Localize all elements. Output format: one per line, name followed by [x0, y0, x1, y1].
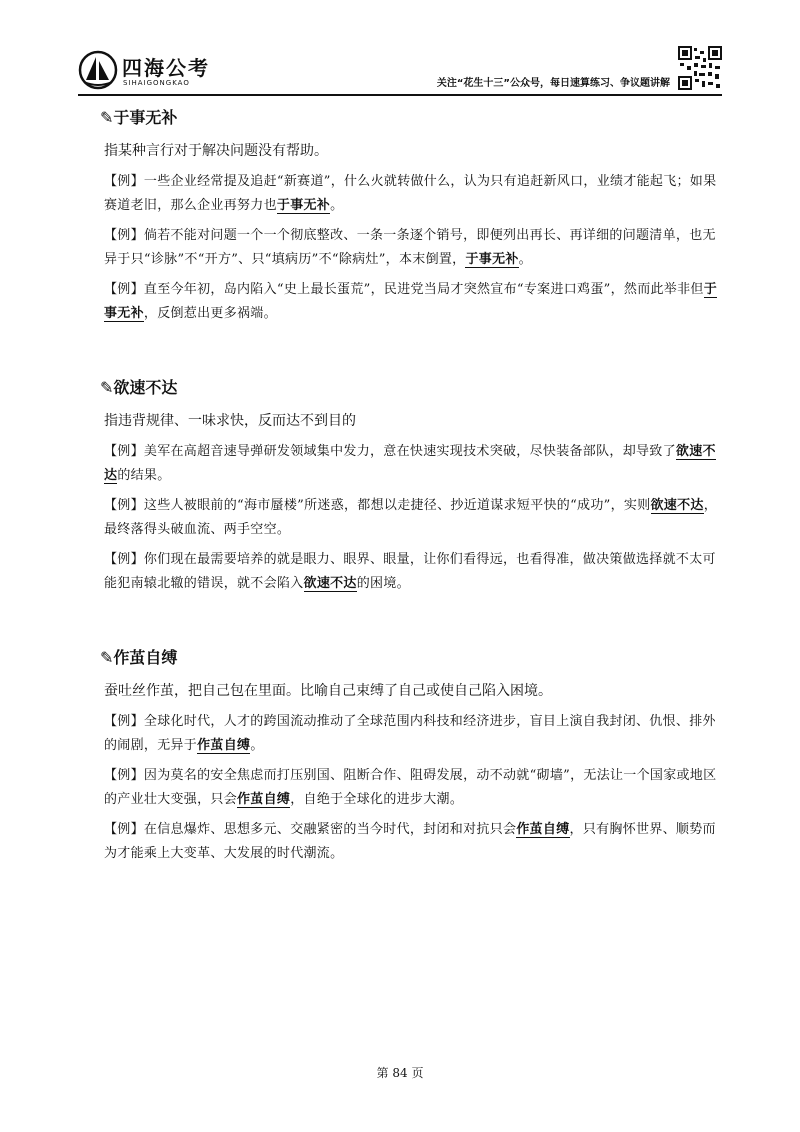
page-header: [78, 44, 722, 96]
example-sentence: 【例】你们现在最需要培养的就是眼力、眼界、眼量，让你们看得远，也看得准，做决策做选择就不太可能犯南辕北辙的错误，就不会陷入欲速不达的困境。: [104, 552, 716, 591]
keyword-highlight: 作茧自缚: [237, 792, 291, 807]
example-sentence: 【例】倘若不能对问题一个一个彻底整改、一条一条逐个销号，即便列出再长、再详细的问题清单，也无异于只“诊脉”不“开方”、只“填病历”不“除病灶”，本末倒置，于事无补。: [104, 228, 716, 267]
header-slogan: 关注“花生十三”公众号，每日速算练习、争议题讲解: [436, 78, 670, 89]
idiom-term: ✎作茧自缚: [100, 648, 178, 667]
example-sentence: 【例】因为莫名的安全焦虑而打压别国、阻断合作、阻碍发展，动不动就“砌墙”，无法让一个国家或地区的产业壮大变强，只会作茧自缚，自绝于全球化的进步大潮。: [104, 768, 717, 807]
pencil-icon: ✎: [100, 648, 114, 667]
idiom-entry: [100, 375, 724, 596]
example-sentence: 【例】在信息爆炸、思想多元、交融紧密的当今时代，封闭和对抗只会作茧自缚，只有胸怀世界、顺势而为才能乘上大变革、大发展的时代潮流。: [104, 822, 716, 861]
brand-logo: [78, 50, 278, 94]
keyword-highlight: 于事无补: [465, 252, 519, 267]
logo-subtext: SIHAIGONGKAO: [123, 79, 190, 87]
example-sentence: 【例】直至今年初，岛内陷入“史上最长蛋荒”，民进党当局才突然宣布“专案进口鸡蛋”，然而此举非但于事无补，反倒惹出更多祸端。: [104, 282, 718, 321]
sailboat-logo-icon: [78, 50, 118, 90]
example-sentence: 【例】这些人被眼前的“海市蜃楼”所迷惑，都想以走捷径、抄近道谋求短平快的“成功”，实则欲速不达，最终落得头破血流、两手空空。: [104, 498, 718, 537]
idiom-definition: 指某种言行对于解决问题没有帮助。: [104, 143, 328, 159]
keyword-highlight: 作茧自缚: [197, 738, 251, 753]
keyword-highlight: 欲速不达: [303, 576, 357, 591]
example-sentence: 【例】一些企业经常提及追赶“新赛道”，什么火就转做什么，认为只有追赶新风口，业绩才能起飞；如果赛道老旧，那么企业再努力也于事无补。: [104, 174, 717, 213]
idiom-term: ✎欲速不达: [100, 378, 178, 397]
idiom-list: [100, 105, 724, 872]
example-sentence: 【例】全球化时代，人才的跨国流动推动了全球范围内科技和经济进步，盲目上演自我封闭、仇恨、排外的闹剧，无异于作茧自缚。: [104, 714, 716, 753]
logo-text: 四海公考: [122, 56, 210, 80]
keyword-highlight: 欲速不达: [650, 498, 704, 513]
idiom-entry: [100, 105, 724, 326]
pencil-icon: ✎: [100, 378, 114, 397]
idiom-definition: 蚕吐丝作茧，把自己包在里面。比喻自己束缚了自己或使自己陷入困境。: [104, 683, 552, 699]
idiom-term: ✎于事无补: [100, 108, 178, 127]
qr-code-icon: [678, 46, 722, 90]
example-sentence: 【例】美军在高超音速导弹研发领域集中发力，意在快速实现技术突破，尽快装备部队，却导致了欲速不达的结果。: [104, 444, 716, 483]
keyword-highlight: 作茧自缚: [516, 822, 570, 837]
idiom-definition: 指违背规律、一味求快，反而达不到目的: [104, 413, 356, 429]
page-number: 第 84 页: [376, 1066, 424, 1080]
keyword-highlight: 于事无补: [104, 282, 718, 321]
idiom-entry: [100, 645, 724, 866]
keyword-highlight: 于事无补: [276, 198, 331, 213]
keyword-highlight: 欲速不达: [104, 444, 716, 483]
pencil-icon: ✎: [100, 108, 114, 127]
